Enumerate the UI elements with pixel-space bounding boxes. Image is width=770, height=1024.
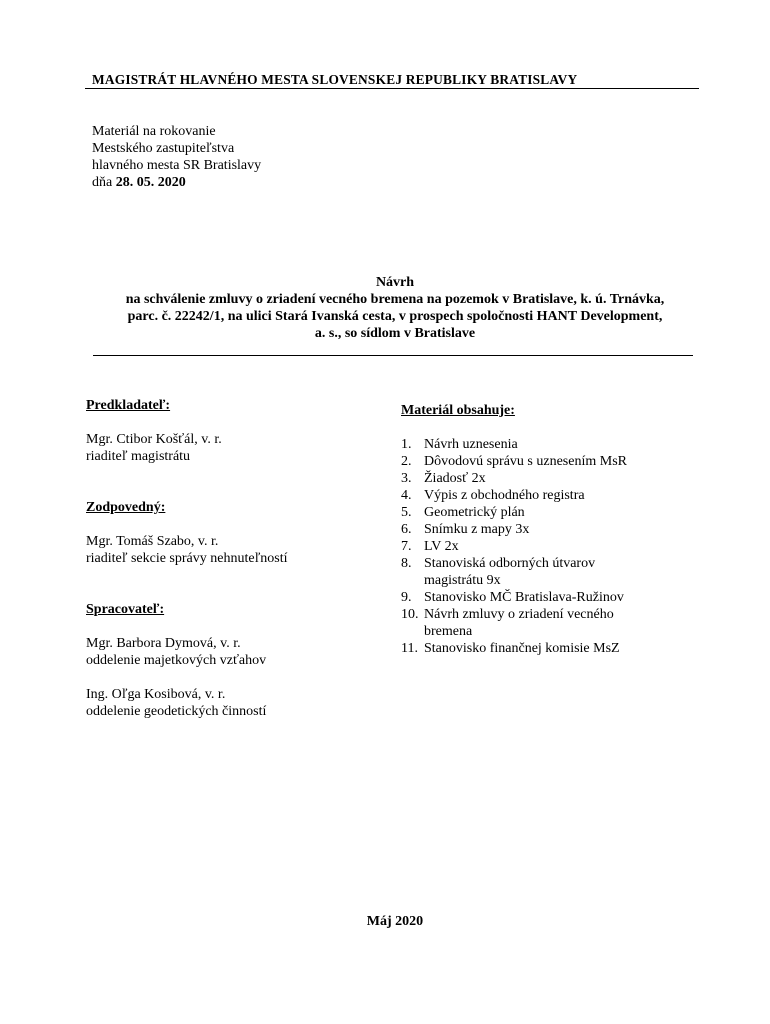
processor-label: Spracovateľ:: [86, 602, 165, 617]
list-item-text: Stanoviská odborných útvarov magistrátu 9x: [424, 556, 596, 588]
title-line-2: parc. č. 22242/1, na ulici Stará Ivanská cesta, v prospech spoločnosti HANT Development,: [127, 309, 663, 324]
contents-column: [401, 402, 701, 657]
list-item: [401, 453, 701, 470]
list-item-text: Výpis z obchodného registra: [424, 488, 585, 503]
list-item-text: LV 2x: [424, 539, 459, 554]
list-item-text: Návrh zmluvy o zriadení vecného bremena: [424, 607, 614, 639]
list-item: [401, 640, 701, 657]
document-header: MAGISTRÁT HLAVNÉHO MESTA SLOVENSKEJ REPUBLIKY BRATISLAVY: [92, 72, 578, 87]
meeting-date: 28. 05. 2020: [115, 175, 186, 190]
contents-label: Materiál obsahuje:: [401, 403, 515, 418]
list-item-number: 11.: [401, 641, 418, 656]
footer-date: Máj 2020: [366, 914, 424, 929]
people-column: [86, 397, 386, 720]
list-item: [401, 487, 701, 504]
list-item: [401, 436, 701, 453]
meeting-date-line: [92, 174, 261, 191]
submitter-name: Mgr. Ctibor Košťál, v. r.: [86, 432, 222, 447]
list-item-number: 6.: [401, 522, 412, 537]
meeting-date-prefix: dňa: [92, 175, 116, 190]
list-item: [401, 606, 701, 640]
responsible-role: riaditeľ sekcie správy nehnuteľností: [86, 551, 288, 566]
meeting-line-2: Mestského zastupiteľstva: [92, 141, 235, 156]
list-item: [401, 521, 701, 538]
submitter-role: riaditeľ magistrátu: [86, 449, 191, 464]
list-item-number: 1.: [401, 437, 412, 452]
meeting-info: [92, 123, 261, 191]
list-item-text: Návrh uznesenia: [424, 437, 518, 452]
responsible-name: Mgr. Tomáš Szabo, v. r.: [86, 534, 219, 549]
list-item-number: 4.: [401, 488, 412, 503]
processor-person2-name: Ing. Oľga Kosibová, v. r.: [86, 687, 226, 702]
title-line-1: na schválenie zmluvy o zriadení vecného bremena na pozemok v Bratislave, k. ú. Trnávka,: [125, 292, 665, 307]
list-item-number: 3.: [401, 471, 412, 486]
list-item: [401, 538, 701, 555]
document-title: [85, 274, 705, 342]
list-item-text: Snímku z mapy 3x: [424, 522, 530, 537]
list-item-number: 5.: [401, 505, 412, 520]
list-item: [401, 470, 701, 487]
list-item: [401, 589, 701, 606]
title-line-3: a. s., so sídlom v Bratislave: [314, 326, 476, 341]
title-heading: Návrh: [375, 275, 415, 290]
meeting-line-1: Materiál na rokovanie: [92, 124, 216, 139]
list-item: [401, 504, 701, 521]
processor-person1-name: Mgr. Barbora Dymová, v. r.: [86, 636, 241, 651]
meeting-line-3: hlavného mesta SR Bratislavy: [92, 158, 262, 173]
list-item-number: 9.: [401, 590, 412, 605]
list-item-text: Stanovisko MČ Bratislava-Ružinov: [424, 590, 624, 605]
list-item-number: 8.: [401, 556, 412, 571]
processor-person1-role: oddelenie majetkových vzťahov: [86, 653, 267, 668]
responsible-label: Zodpovedný:: [86, 500, 166, 515]
list-item-number: 10.: [401, 607, 419, 622]
list-item: [401, 555, 701, 589]
list-item-text: Dôvodovú správu s uznesením MsR: [424, 454, 627, 469]
list-item-text: Žiadosť 2x: [424, 471, 486, 486]
list-item-number: 7.: [401, 539, 412, 554]
submitter-label: Predkladateľ:: [86, 398, 171, 413]
header-divider: [85, 88, 699, 89]
list-item-text: Geometrický plán: [424, 505, 525, 520]
contents-list: [401, 436, 701, 657]
list-item-number: 2.: [401, 454, 412, 469]
list-item-text: Stanovisko finančnej komisie MsZ: [424, 641, 620, 656]
processor-person2-role: oddelenie geodetických činností: [86, 704, 267, 719]
title-divider: [93, 355, 693, 356]
